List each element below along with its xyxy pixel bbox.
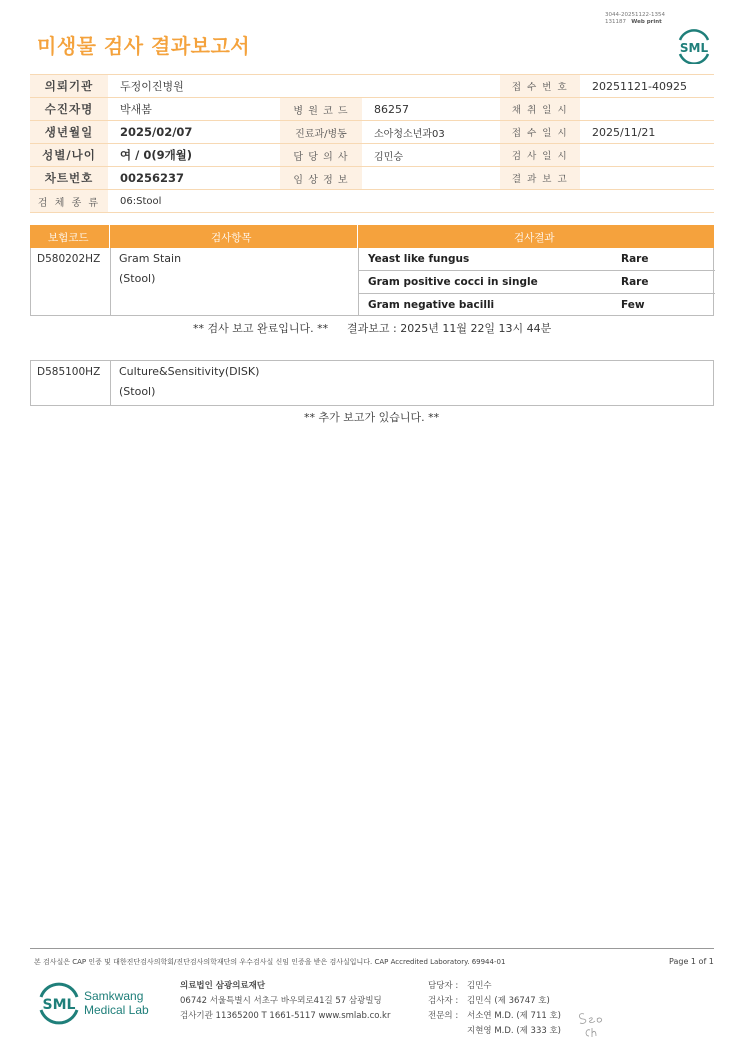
organism-quantity: Few [621, 299, 645, 311]
organization-address: 06742 서울특별시 서초구 바우뫼로41길 57 삼광빌딩 [180, 996, 382, 1006]
organism-name: Yeast like fungus [368, 253, 470, 265]
client-value: 두정이진병원 [108, 75, 500, 98]
staff-row: 검사자 : 김민식 (제 36747 호) [428, 996, 550, 1006]
receipt-no-value: 20251121-40925 [580, 75, 714, 98]
receipt-date-label: 접 수 일 시 [500, 121, 580, 144]
staff-info [428, 979, 561, 1039]
info-row [30, 121, 714, 144]
report-complete-note: ** 검사 보고 완료입니다. ** [193, 322, 329, 335]
additional-report-note: ** 추가 보고가 있습니다. ** [304, 411, 440, 424]
test-code: D585100HZ [37, 366, 101, 378]
dept-label: 진료과/병동 [280, 121, 362, 144]
organism-quantity: Rare [621, 253, 649, 265]
doctor-label: 담 당 의 사 [280, 144, 362, 167]
specimen-label: 검 체 종 류 [30, 190, 108, 213]
item-header: 검사항목 [211, 232, 252, 244]
organization-name: 의료법인 삼광의료재단 [180, 981, 266, 991]
hospital-code-label: 병 원 코 드 [280, 98, 362, 121]
doctor-value: 김민승 [362, 144, 500, 167]
test-code: D580202HZ [37, 253, 101, 265]
hospital-code-value: 86257 [362, 98, 500, 121]
staff-row: 지현영 M.D. (제 333 호) [467, 1026, 562, 1036]
collect-date-label: 채 취 일 시 [500, 98, 580, 121]
chart-value: 00256237 [108, 167, 280, 190]
test-item: Culture&Sensitivity(DISK) [119, 365, 260, 378]
organization-info [180, 979, 390, 1024]
report-value [580, 167, 714, 190]
info-row [30, 190, 714, 213]
organization-contact: 검사기관 11365200 T 1661-5117 www.smlab.co.kr [180, 1011, 391, 1021]
test-item: Gram Stain [119, 252, 182, 265]
result-row [359, 248, 715, 271]
test-specimen: (Stool) [119, 272, 156, 285]
report-label: 결 과 보 고 [500, 167, 580, 190]
result-row [359, 294, 715, 316]
code-header: 보험코드 [48, 232, 89, 244]
info-row [30, 98, 714, 121]
page-title: 미생물 검사 결과보고서 [37, 34, 251, 58]
logo-text: SML [679, 41, 709, 55]
results-header [30, 225, 714, 248]
result-header: 검사결과 [514, 232, 555, 244]
header-divider [109, 225, 110, 248]
info-row [30, 144, 714, 167]
collect-date-value [580, 98, 714, 121]
certification-text: 본 검사실은 CAP 인증 및 대한진단검사의학회/진단검사의학재단의 우수검사실 신임 인증을 받은 검사실입니다. CAP Accredited Laboratory. 69944-01 [34, 958, 506, 966]
column-divider [110, 248, 111, 315]
clinical-value [362, 167, 500, 190]
test-date-label: 검 사 일 시 [500, 144, 580, 167]
receipt-date-value: 2025/11/21 [580, 121, 714, 144]
page-number: Page 1 of 1 [669, 957, 714, 966]
sml-logo [674, 26, 714, 64]
test-block-culture [30, 360, 714, 406]
organism-quantity: Rare [621, 276, 649, 288]
clinical-label: 임 상 정 보 [280, 167, 362, 190]
staff-row: 담당자 : 김민수 [428, 981, 492, 991]
specimen-value: 06:Stool [108, 190, 714, 213]
column-divider [110, 361, 111, 405]
document-id: 3044-20251122-1354 131187 Web print [605, 12, 665, 25]
patient-value: 박새봄 [108, 98, 280, 121]
sex-age-label: 성별/나이 [30, 144, 108, 167]
birth-value: 2025/02/07 [108, 121, 280, 144]
brand-name: Samkwang Medical Lab [84, 989, 149, 1017]
test-date-value [580, 144, 714, 167]
info-row [30, 75, 714, 98]
patient-label: 수진자명 [30, 98, 108, 121]
header-divider [357, 225, 358, 248]
signature-image [576, 1008, 610, 1040]
staff-row: 전문의 : 서소연 M.D. (제 711 호) [428, 1011, 562, 1021]
result-row [359, 271, 715, 294]
sml-footer-logo [36, 980, 82, 1026]
info-row [30, 167, 714, 190]
client-label: 의뢰기관 [30, 75, 108, 98]
organism-name: Gram negative bacilli [368, 299, 495, 311]
patient-info-table [30, 74, 714, 213]
report-time: 결과보고 : 2025년 11월 22일 13시 44분 [347, 322, 552, 335]
footer-logo-text: SML [42, 997, 76, 1013]
birth-label: 생년월일 [30, 121, 108, 144]
chart-label: 차트번호 [30, 167, 108, 190]
organism-name: Gram positive cocci in single [368, 276, 538, 288]
sex-age-value: 여 / 0(9개월) [108, 144, 280, 167]
footer-divider [30, 948, 714, 949]
test-specimen: (Stool) [119, 385, 156, 398]
dept-value: 소아청소년과03 [362, 121, 500, 144]
test-block-gram-stain [30, 248, 714, 316]
receipt-no-label: 접 수 번 호 [500, 75, 580, 98]
